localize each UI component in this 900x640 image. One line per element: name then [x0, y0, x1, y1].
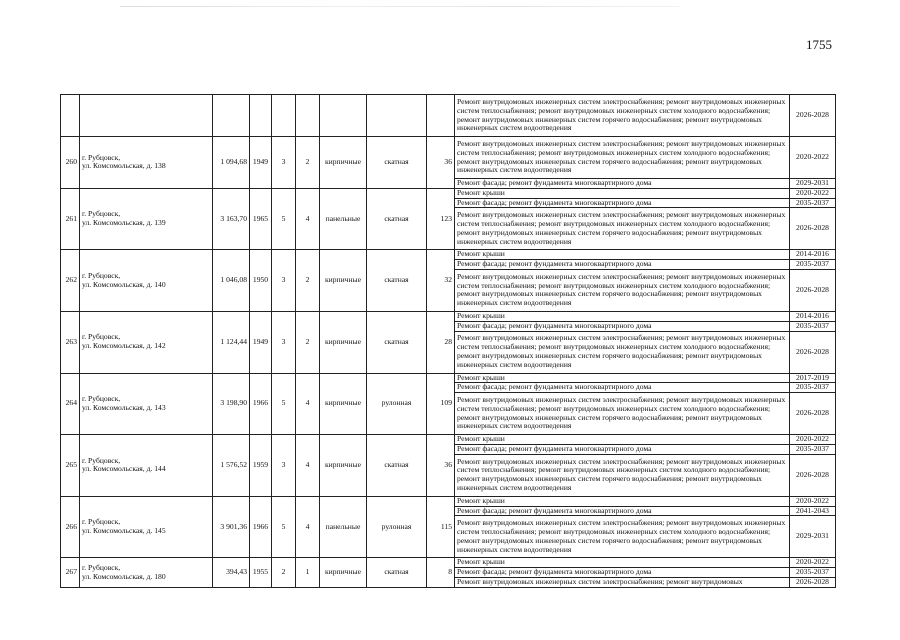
- repair-work-cell: Ремонт фасада; ремонт фундамента многоквартирного дома: [455, 506, 790, 516]
- year-cell: 1950: [250, 250, 272, 312]
- address-cell: [80, 558, 213, 587]
- area-cell: 1 046,08: [213, 250, 250, 312]
- row-number: 267: [61, 558, 80, 587]
- repair-work-cell: Ремонт крыши: [455, 496, 790, 506]
- roof-type-cell: скатная: [367, 137, 427, 189]
- repair-period-cell: 2035-2037: [790, 198, 836, 208]
- repair-work-cell: Ремонт фасада; ремонт фундамента многоквартирного дома: [455, 568, 790, 578]
- units-cell: 36: [427, 435, 455, 497]
- address-city: г. Рубцовск,: [82, 270, 121, 280]
- entrances-cell: 2: [296, 137, 320, 189]
- repair-period-cell: 2020-2022: [790, 496, 836, 506]
- entrances-cell: 1: [296, 558, 320, 587]
- repair-period-cell: 2020-2022: [790, 137, 836, 179]
- units-cell: [427, 95, 455, 137]
- wall-material-cell: кирпичные: [320, 558, 367, 587]
- table-row: [61, 250, 836, 260]
- repair-work-cell: Ремонт фасада; ремонт фундамента многоквартирного дома: [455, 179, 790, 189]
- roof-type-cell: скатная: [367, 558, 427, 587]
- floors-cell: 5: [272, 496, 296, 558]
- housing-repair-table: [60, 94, 836, 588]
- wall-material-cell: кирпичные: [320, 311, 367, 373]
- units-cell: 115: [427, 496, 455, 558]
- repair-work-cell: Ремонт внутридомовых инженерных систем электроснабжения; ремонт внутридомовых инженерных систем теплоснабжения; ремонт внутридомовых инженерных систем холодного водоснабжения; ремонт внутридомовых инженерных систем горячего водоснабжения; ремонт внутридомовых инженерных систем водоотведения: [455, 393, 790, 435]
- address-city: г. Рубцовск,: [82, 332, 121, 342]
- floors-cell: 3: [272, 250, 296, 312]
- year-cell: 1966: [250, 496, 272, 558]
- units-cell: 36: [427, 137, 455, 189]
- floors-cell: [272, 95, 296, 137]
- units-cell: 8: [427, 558, 455, 587]
- year-cell: 1965: [250, 188, 272, 250]
- repair-period-cell: 2029-2031: [790, 516, 836, 558]
- roof-type-cell: скатная: [367, 435, 427, 497]
- address-cell: [80, 311, 213, 373]
- repair-work-cell: Ремонт фасада; ремонт фундамента многоквартирного дома: [455, 198, 790, 208]
- repair-work-cell: Ремонт внутридомовых инженерных систем электроснабжения; ремонт внутридомовых инженерных систем теплоснабжения; ремонт внутридомовых инженерных систем холодного водоснабжения; ремонт внутридомовых инженерных систем горячего водоснабжения; ремонт внутридомовых инженерных систем водоотведения: [455, 516, 790, 558]
- roof-type-cell: рулонная: [367, 496, 427, 558]
- repair-work-cell: Ремонт внутридомовых инженерных систем электроснабжения; ремонт внутридомовых инженерных систем теплоснабжения; ремонт внутридомовых инженерных систем холодного водоснабжения; ремонт внутридомовых инженерных систем горячего водоснабжения; ремонт внутридомовых инженерных систем водоотведения: [455, 137, 790, 179]
- wall-material-cell: кирпичные: [320, 137, 367, 189]
- row-number: 261: [61, 188, 80, 250]
- repair-work-cell: Ремонт крыши: [455, 311, 790, 321]
- address-cell: [80, 188, 213, 250]
- floors-cell: 3: [272, 435, 296, 497]
- repair-work-cell: Ремонт фасада; ремонт фундамента многоквартирного дома: [455, 321, 790, 331]
- address-cell: [80, 250, 213, 312]
- address-city: г. Рубцовск,: [82, 394, 121, 404]
- repair-period-cell: 2014-2016: [790, 311, 836, 321]
- table-row: [61, 137, 836, 179]
- area-cell: 3 901,36: [213, 496, 250, 558]
- repair-work-cell: Ремонт крыши: [455, 250, 790, 260]
- table-row: [61, 435, 836, 445]
- repair-period-cell: 2035-2037: [790, 260, 836, 270]
- area-cell: 1 094,68: [213, 137, 250, 189]
- wall-material-cell: панельные: [320, 188, 367, 250]
- address-street: ул. Комсомольская, д. 143: [82, 402, 166, 412]
- repair-period-cell: 2026-2028: [790, 95, 836, 137]
- repair-period-cell: 2035-2037: [790, 568, 836, 578]
- units-cell: 123: [427, 188, 455, 250]
- address-city: г. Рубцовск,: [82, 562, 121, 572]
- address-city: г. Рубцовск,: [82, 455, 121, 465]
- entrances-cell: 4: [296, 496, 320, 558]
- row-number: 265: [61, 435, 80, 497]
- repair-period-cell: 2020-2022: [790, 188, 836, 198]
- repair-work-cell: Ремонт внутридомовых инженерных систем электроснабжения; ремонт внутридомовых инженерных систем теплоснабжения; ремонт внутридомовых инженерных систем холодного водоснабжения; ремонт внутридомовых инженерных систем горячего водоснабжения; ремонт внутридомовых инженерных систем водоотведения: [455, 331, 790, 373]
- units-cell: 109: [427, 373, 455, 435]
- area-cell: 394,43: [213, 558, 250, 587]
- area-cell: 1 124,44: [213, 311, 250, 373]
- address-street: ул. Комсомольская, д. 180: [82, 571, 166, 581]
- repair-work-cell: Ремонт фасада; ремонт фундамента многоквартирного дома: [455, 383, 790, 393]
- table-row: [61, 496, 836, 506]
- repair-period-cell: 2017-2019: [790, 373, 836, 383]
- address-street: ул. Комсомольская, д. 139: [82, 218, 166, 228]
- roof-type-cell: скатная: [367, 311, 427, 373]
- table-row: [61, 311, 836, 321]
- address-street: ул. Комсомольская, д. 140: [82, 279, 166, 289]
- row-number: 264: [61, 373, 80, 435]
- repair-work-cell: Ремонт крыши: [455, 435, 790, 445]
- area-cell: 3 198,90: [213, 373, 250, 435]
- table-row: [61, 373, 836, 383]
- year-cell: [250, 95, 272, 137]
- entrances-cell: 4: [296, 188, 320, 250]
- address-street: ул. Комсомольская, д. 142: [82, 341, 166, 351]
- repair-work-cell: Ремонт внутридомовых инженерных систем электроснабжения; ремонт внутридомовых: [455, 577, 790, 587]
- wall-material-cell: кирпичные: [320, 435, 367, 497]
- roof-type-cell: скатная: [367, 188, 427, 250]
- year-cell: 1966: [250, 373, 272, 435]
- row-number: 262: [61, 250, 80, 312]
- wall-material-cell: панельные: [320, 496, 367, 558]
- repair-work-cell: Ремонт внутридомовых инженерных систем электроснабжения; ремонт внутридомовых инженерных систем теплоснабжения; ремонт внутридомовых инженерных систем холодного водоснабжения; ремонт внутридомовых инженерных систем горячего водоснабжения; ремонт внутридомовых инженерных систем водоотведения: [455, 454, 790, 496]
- row-number: 260: [61, 137, 80, 189]
- entrances-cell: 4: [296, 435, 320, 497]
- wall-material-cell: кирпичные: [320, 250, 367, 312]
- floors-cell: 5: [272, 188, 296, 250]
- floors-cell: 2: [272, 558, 296, 587]
- table-row: [61, 188, 836, 198]
- repair-work-cell: Ремонт внутридомовых инженерных систем электроснабжения; ремонт внутридомовых инженерных систем теплоснабжения; ремонт внутридомовых инженерных систем холодного водоснабжения; ремонт внутридомовых инженерных систем горячего водоснабжения; ремонт внутридомовых инженерных систем водоотведения: [455, 269, 790, 311]
- wall-material-cell: кирпичные: [320, 373, 367, 435]
- repair-period-cell: 2026-2028: [790, 393, 836, 435]
- year-cell: 1949: [250, 137, 272, 189]
- table-row: [61, 95, 836, 137]
- repair-period-cell: 2026-2028: [790, 577, 836, 587]
- repair-work-cell: Ремонт крыши: [455, 558, 790, 568]
- repair-work-cell: Ремонт внутридомовых инженерных систем электроснабжения; ремонт внутридомовых инженерных систем теплоснабжения; ремонт внутридомовых инженерных систем холодного водоснабжения; ремонт внутридомовых инженерных систем горячего водоснабжения; ремонт внутридомовых инженерных систем водоотведения: [455, 95, 790, 137]
- wall-material-cell: [320, 95, 367, 137]
- address-cell: [80, 496, 213, 558]
- repair-work-cell: Ремонт крыши: [455, 188, 790, 198]
- repair-work-cell: Ремонт крыши: [455, 373, 790, 383]
- floors-cell: 3: [272, 137, 296, 189]
- repair-period-cell: 2029-2031: [790, 179, 836, 189]
- units-cell: 28: [427, 311, 455, 373]
- page-number: 1755: [806, 37, 832, 52]
- roof-type-cell: скатная: [367, 250, 427, 312]
- address-city: г. Рубцовск,: [82, 517, 121, 527]
- address-cell: [80, 137, 213, 189]
- area-cell: [213, 95, 250, 137]
- row-number: [61, 95, 80, 137]
- address-street: ул. Комсомольская, д. 138: [82, 161, 166, 171]
- year-cell: 1949: [250, 311, 272, 373]
- floors-cell: 3: [272, 311, 296, 373]
- year-cell: 1959: [250, 435, 272, 497]
- address-cell: [80, 373, 213, 435]
- address-cell: [80, 435, 213, 497]
- repair-period-cell: 2026-2028: [790, 331, 836, 373]
- repair-period-cell: 2035-2037: [790, 383, 836, 393]
- units-cell: 32: [427, 250, 455, 312]
- entrances-cell: 4: [296, 373, 320, 435]
- repair-period-cell: 2035-2037: [790, 444, 836, 454]
- entrances-cell: 2: [296, 250, 320, 312]
- address-cell: [80, 95, 213, 137]
- table-row: [61, 558, 836, 568]
- address-street: ул. Комсомольская, д. 145: [82, 526, 166, 536]
- address-city: г. Рубцовск,: [82, 152, 121, 162]
- year-cell: 1955: [250, 558, 272, 587]
- repair-period-cell: 2026-2028: [790, 208, 836, 250]
- row-number: 266: [61, 496, 80, 558]
- floors-cell: 5: [272, 373, 296, 435]
- repair-period-cell: 2020-2022: [790, 558, 836, 568]
- repair-period-cell: 2035-2037: [790, 321, 836, 331]
- repair-period-cell: 2026-2028: [790, 454, 836, 496]
- repair-work-cell: Ремонт фасада; ремонт фундамента многоквартирного дома: [455, 444, 790, 454]
- area-cell: 1 576,52: [213, 435, 250, 497]
- repair-period-cell: 2014-2016: [790, 250, 836, 260]
- repair-period-cell: 2041-2043: [790, 506, 836, 516]
- scan-edge-line: [120, 6, 680, 7]
- roof-type-cell: рулонная: [367, 373, 427, 435]
- entrances-cell: 2: [296, 311, 320, 373]
- area-cell: 3 163,70: [213, 188, 250, 250]
- repair-work-cell: Ремонт фасада; ремонт фундамента многоквартирного дома: [455, 260, 790, 270]
- entrances-cell: [296, 95, 320, 137]
- address-street: ул. Комсомольская, д. 144: [82, 464, 166, 474]
- roof-type-cell: [367, 95, 427, 137]
- repair-period-cell: 2020-2022: [790, 435, 836, 445]
- address-city: г. Рубцовск,: [82, 209, 121, 219]
- repair-period-cell: 2026-2028: [790, 269, 836, 311]
- repair-work-cell: Ремонт внутридомовых инженерных систем электроснабжения; ремонт внутридомовых инженерных систем теплоснабжения; ремонт внутридомовых инженерных систем холодного водоснабжения; ремонт внутридомовых инженерных систем горячего водоснабжения; ремонт внутридомовых инженерных систем водоотведения: [455, 208, 790, 250]
- row-number: 263: [61, 311, 80, 373]
